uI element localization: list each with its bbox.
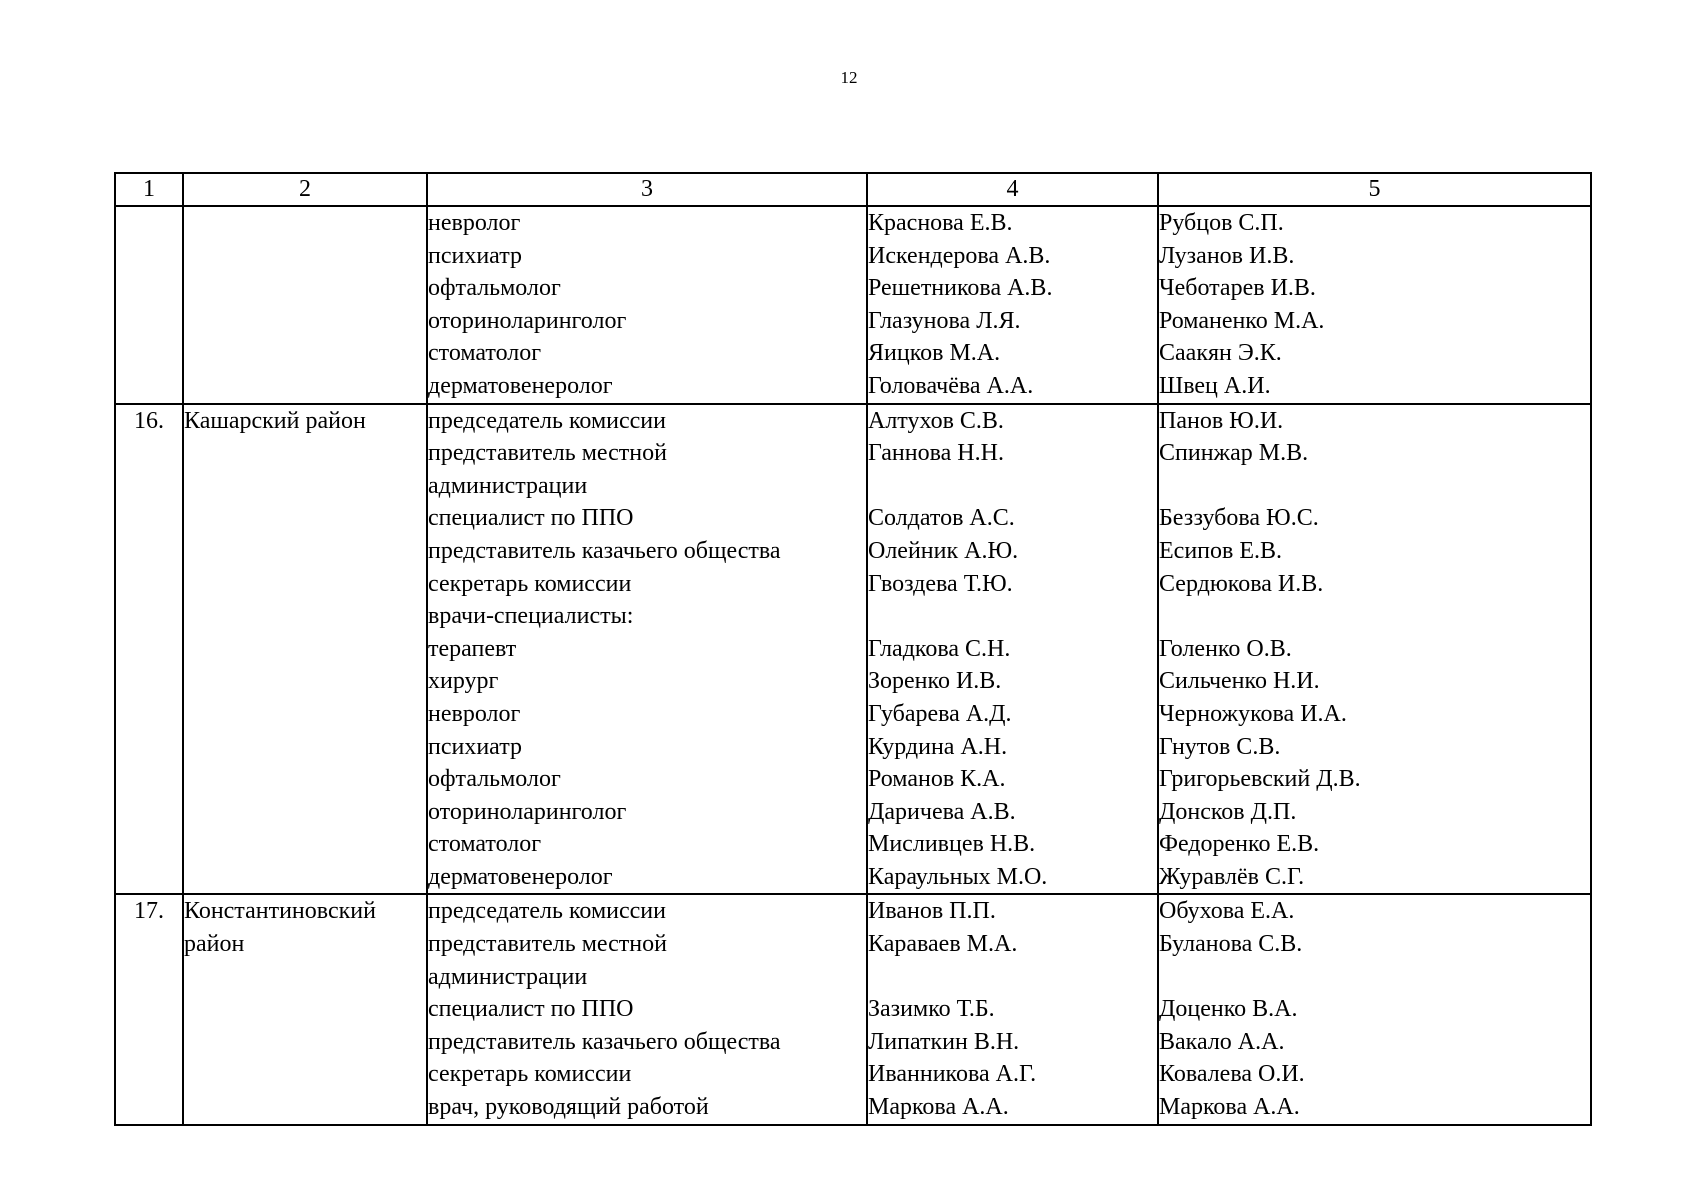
main-member: Олейник А.Ю.	[868, 537, 1019, 564]
main-member: Караульных М.О.	[868, 863, 1048, 890]
main-member: Зоренко И.В.	[868, 668, 1002, 695]
main-member: Решетникова А.В.	[868, 275, 1053, 302]
deputy-member: Романенко М.А.	[1159, 307, 1325, 334]
header-col-2: 2	[183, 173, 427, 206]
main-member: Маркова А.А.	[868, 1094, 1009, 1121]
role-line: секретарь комиссии	[428, 570, 632, 597]
role-line: специалист по ППО	[428, 505, 634, 532]
header-col-1: 1	[115, 173, 183, 206]
role-line: председатель комиссии	[428, 407, 666, 434]
main-member: Искендерова А.В.	[868, 242, 1051, 269]
district-cell	[183, 404, 427, 895]
district-cell	[183, 206, 427, 404]
deputy-member: Сильченко Н.И.	[1159, 668, 1320, 695]
deputy-member: Рубцов С.П.	[1159, 210, 1284, 236]
row-number	[115, 206, 183, 404]
main-member: Яицков М.А.	[868, 340, 1001, 367]
main-member: Солдатов А.С.	[868, 505, 1015, 532]
role-line: офтальмолог	[428, 766, 561, 793]
deputy-member: Федоренко Е.В.	[1159, 831, 1320, 858]
main-member: Иванов П.П.	[868, 898, 996, 925]
deputy-member: Спинжар М.В.	[1159, 440, 1309, 467]
main-member: Зазимко Т.Б.	[868, 996, 995, 1023]
role-line: хирург	[428, 668, 499, 695]
deputy-member: Донсков Д.П.	[1159, 798, 1297, 825]
deputy-member: Саакян Э.К.	[1159, 340, 1282, 367]
deputy-member: Григорьевский Д.В.	[1159, 766, 1361, 793]
district-name: Константиновский	[184, 898, 376, 925]
main-member: Алтухов С.В.	[868, 407, 1004, 434]
deputy-member: Есипов Е.В.	[1159, 537, 1282, 564]
main-cell	[867, 404, 1158, 895]
role-cell	[427, 404, 867, 895]
main-member: Глазунова Л.Я.	[868, 307, 1021, 334]
role-cell	[427, 894, 867, 1124]
deputy-member: Маркова А.А.	[1159, 1094, 1300, 1121]
row-number: 17.	[115, 894, 183, 1124]
deputy-member	[1159, 961, 1590, 994]
role-line: представитель местной	[428, 931, 667, 958]
main-cell	[867, 894, 1158, 1124]
main-member	[868, 600, 1157, 633]
role-line: оториноларинголог	[428, 798, 627, 825]
role-line: администрации	[428, 963, 588, 990]
district-name: Кашарский район	[184, 407, 366, 434]
role-line: секретарь комиссии	[428, 1061, 632, 1088]
main-member: Караваев М.А.	[868, 931, 1018, 958]
deputy-cell	[1158, 404, 1591, 895]
main-member: Иванникова А.Г.	[868, 1061, 1037, 1088]
header-col-4: 4	[867, 173, 1158, 206]
deputy-member: Вакало А.А.	[1159, 1028, 1285, 1055]
role-line: психиатр	[428, 733, 522, 760]
main-member: Курдина А.Н.	[868, 733, 1008, 760]
main-member: Краснова Е.В.	[868, 210, 1013, 236]
deputy-member: Панов Ю.И.	[1159, 407, 1284, 434]
table-body	[115, 206, 1591, 1125]
main-member: Губарева А.Д.	[868, 700, 1012, 727]
role-line: стоматолог	[428, 831, 542, 858]
deputy-member: Швец А.И.	[1159, 372, 1271, 399]
deputy-member: Доценко В.А.	[1159, 996, 1298, 1023]
row-number: 16.	[115, 404, 183, 895]
role-line: представитель местной	[428, 440, 667, 467]
role-line: администрации	[428, 472, 588, 499]
main-member: Липаткин В.Н.	[868, 1028, 1020, 1055]
page-number: 12	[840, 68, 858, 87]
main-member: Мисливцев Н.В.	[868, 831, 1036, 858]
main-member	[868, 470, 1157, 503]
role-line: дерматовенеролог	[428, 863, 613, 890]
main-member: Головачёва А.А.	[868, 372, 1034, 399]
main-member: Ганнова Н.Н.	[868, 440, 1004, 467]
deputy-member: Чеботарев И.В.	[1159, 275, 1316, 302]
deputy-member	[1159, 600, 1590, 633]
role-line: невролог	[428, 700, 521, 727]
deputy-member	[1159, 470, 1590, 503]
main-cell	[867, 206, 1158, 404]
deputy-member: Обухова Е.А.	[1159, 898, 1295, 925]
role-line: психиатр	[428, 242, 522, 269]
deputy-member: Буланова С.В.	[1159, 931, 1303, 958]
role-line: врач, руководящий работой	[428, 1094, 709, 1121]
table-row	[115, 404, 1591, 895]
role-line: врачи-специалисты:	[428, 603, 634, 630]
deputy-member: Журавлёв С.Г.	[1159, 863, 1305, 890]
role-line: председатель комиссии	[428, 898, 666, 925]
main-member: Даричева А.В.	[868, 798, 1016, 825]
role-line: оториноларинголог	[428, 307, 627, 334]
district-name: район	[184, 931, 245, 958]
deputy-cell	[1158, 206, 1591, 404]
table-row	[115, 894, 1591, 1124]
main-member	[868, 961, 1157, 994]
deputy-member: Голенко О.В.	[1159, 635, 1292, 662]
deputy-member: Гнутов С.В.	[1159, 733, 1281, 760]
role-line: представитель казачьего общества	[428, 537, 781, 564]
table-header-row	[115, 173, 1591, 206]
district-cell	[183, 894, 427, 1124]
deputy-member: Беззубова Ю.С.	[1159, 505, 1319, 532]
role-line: офтальмолог	[428, 275, 561, 302]
commission-table	[114, 172, 1592, 1126]
table-row	[115, 206, 1591, 404]
role-line: представитель казачьего общества	[428, 1028, 781, 1055]
role-line: терапевт	[428, 635, 517, 662]
main-member: Романов К.А.	[868, 766, 1006, 793]
role-cell	[427, 206, 867, 404]
role-line: дерматовенеролог	[428, 372, 613, 399]
deputy-cell	[1158, 894, 1591, 1124]
role-line: специалист по ППО	[428, 996, 634, 1023]
role-line: стоматолог	[428, 340, 542, 367]
header-col-5: 5	[1158, 173, 1591, 206]
deputy-member: Ковалева О.И.	[1159, 1061, 1305, 1088]
main-member: Гладкова С.Н.	[868, 635, 1011, 662]
role-line: невролог	[428, 210, 521, 236]
deputy-member: Лузанов И.В.	[1159, 242, 1295, 269]
deputy-member: Сердюкова И.В.	[1159, 570, 1324, 597]
deputy-member: Черножукова И.А.	[1159, 700, 1347, 727]
header-col-3: 3	[427, 173, 867, 206]
main-member: Гвоздева Т.Ю.	[868, 570, 1013, 597]
